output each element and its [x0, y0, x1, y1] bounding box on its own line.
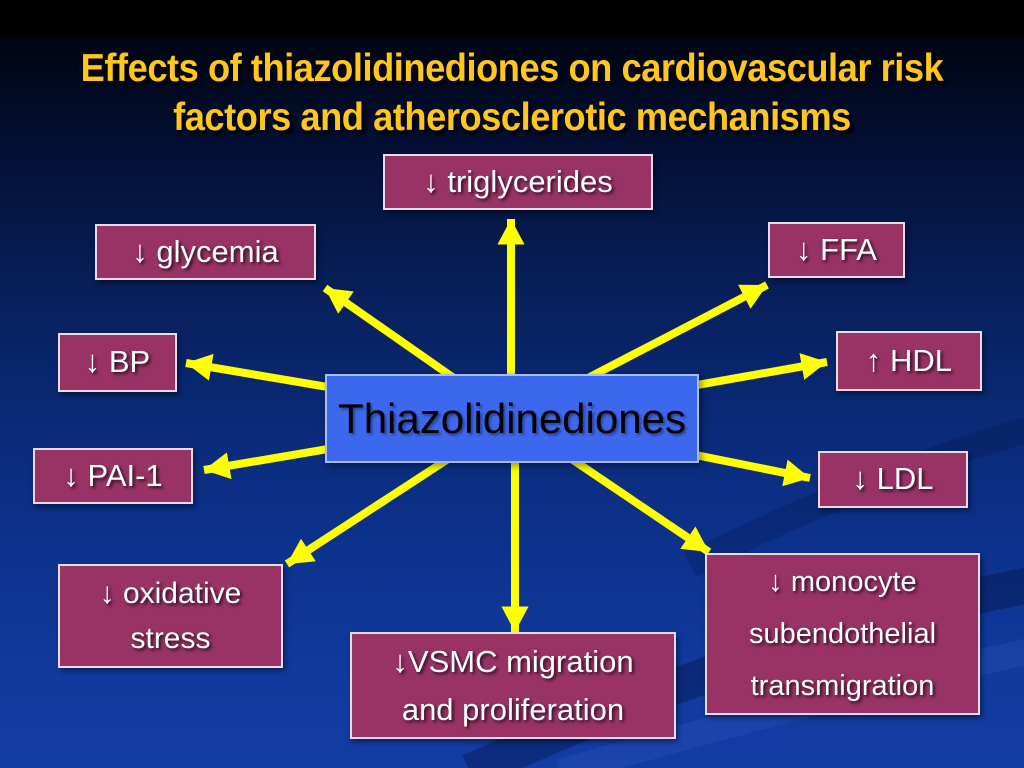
node-ldl-label: ↓ LDL — [852, 461, 934, 497]
node-vsmc-line2: and proliferation — [401, 691, 625, 727]
node-hdl-label: ↑ HDL — [865, 342, 953, 378]
node-triglycerides-label: ↓ triglycerides — [423, 163, 613, 199]
node-pai1 — [33, 448, 193, 504]
node-monocyte-transmigration — [705, 553, 980, 715]
node-bp — [58, 333, 177, 392]
node-ffa — [768, 222, 905, 278]
slide-title-line2: factors and atherosclerotic mechanisms — [173, 96, 851, 139]
node-ffa-label: ↓ FFA — [796, 231, 877, 267]
node-oxidative-line2: stress — [130, 622, 211, 655]
node-bp-label: ↓ BP — [84, 344, 151, 380]
node-vsmc-line1: ↓VSMC migration — [392, 643, 634, 679]
node-oxidative-line1: ↓ oxidative — [99, 577, 242, 610]
center-box-thiazolidinediones — [325, 374, 699, 463]
node-hdl — [836, 331, 982, 391]
slide-title — [36, 44, 988, 142]
node-ldl — [818, 451, 968, 508]
node-pai1-label: ↓ PAI-1 — [63, 457, 163, 493]
node-monocyte-line1: ↓ monocyte — [768, 566, 917, 598]
node-oxidative-stress — [58, 564, 283, 668]
node-glycemia-label: ↓ glycemia — [132, 233, 279, 269]
node-monocyte-line3: transmigration — [750, 670, 935, 702]
slide-title-line1: Effects of thiazolidinediones on cardiovascular risk — [80, 47, 944, 90]
node-triglycerides — [383, 154, 653, 210]
center-box-label: Thiazolidinediones — [338, 394, 686, 442]
node-glycemia — [95, 224, 316, 280]
node-vsmc-migration — [350, 632, 676, 739]
node-monocyte-line2: subendothelial — [748, 618, 937, 650]
